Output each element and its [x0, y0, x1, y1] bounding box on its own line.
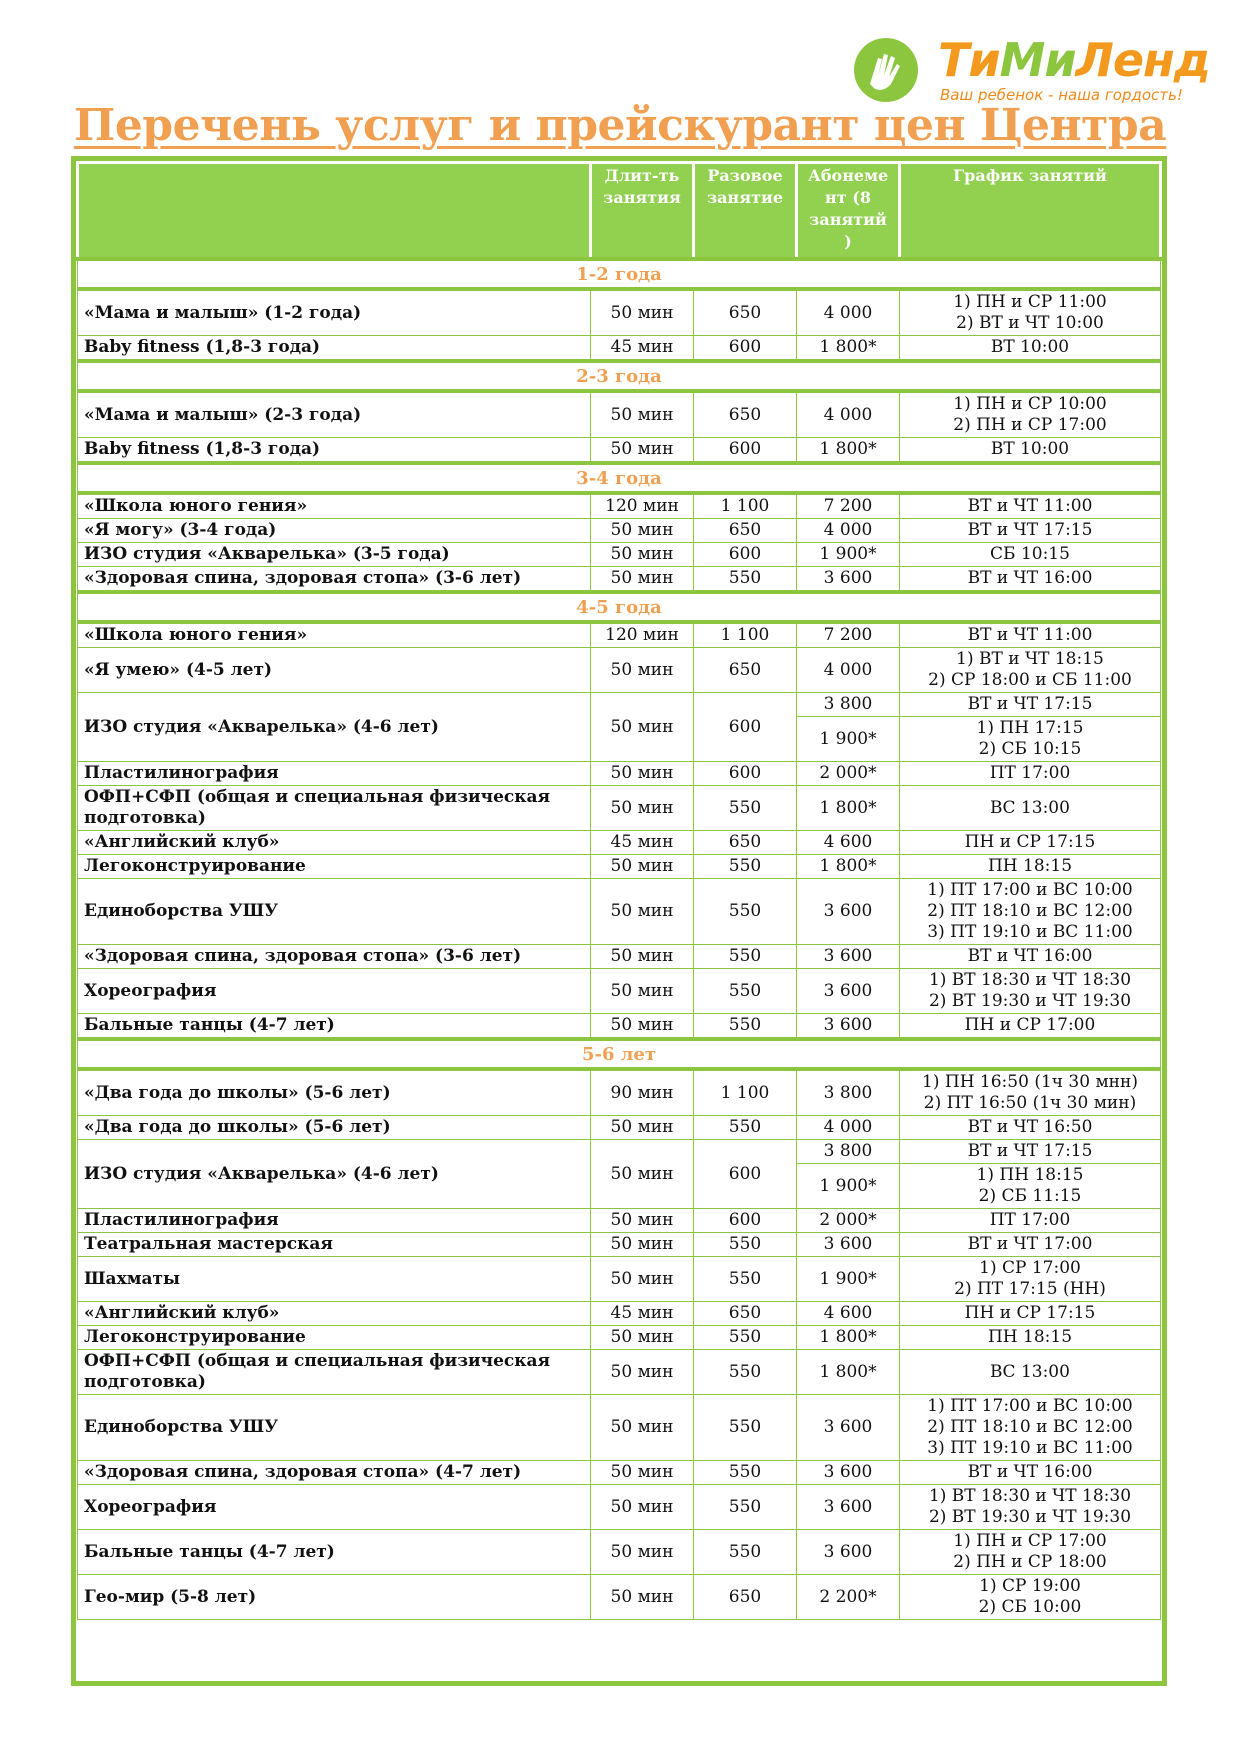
- table-row: [78, 648, 1161, 693]
- schedule: [900, 567, 1161, 593]
- schedule: [900, 855, 1161, 879]
- schedule-line: ВТ и ЧТ 11:00: [967, 625, 1093, 645]
- schedule-line: 1) ПН 16:50 (1ч 30 мнн): [922, 1072, 1138, 1092]
- schedule: [900, 622, 1161, 648]
- single-price: 650: [694, 1575, 797, 1620]
- schedule-line: СБ 10:15: [990, 544, 1070, 564]
- single-price: 550: [694, 1350, 797, 1395]
- header-line: ): [844, 232, 852, 251]
- single-price: 650: [694, 648, 797, 693]
- duration: 45 мин: [591, 336, 694, 362]
- single-price: 550: [694, 1485, 797, 1530]
- table-row: [78, 1326, 1161, 1350]
- single-price: 600: [694, 693, 797, 762]
- table-row: [78, 1395, 1161, 1461]
- schedule: [900, 1485, 1161, 1530]
- service-name: ИЗО студия «Акварелька» (4-6 лет): [78, 693, 591, 762]
- duration: 50 мин: [591, 1257, 694, 1302]
- schedule: [900, 786, 1161, 831]
- single-price: 1 100: [694, 493, 797, 519]
- single-price: 550: [694, 1530, 797, 1575]
- single-price: 550: [694, 1461, 797, 1485]
- schedule: [900, 1209, 1161, 1233]
- schedule: [900, 831, 1161, 855]
- schedule-line: 2) ПТ 17:15 (НН): [954, 1279, 1106, 1299]
- table-row: [78, 1233, 1161, 1257]
- subscription-price: 1 900*: [797, 543, 900, 567]
- subscription-price: 1 800*: [797, 438, 900, 464]
- schedule-line: 1) ПН и СР 17:00: [953, 1531, 1107, 1551]
- schedule: [900, 1014, 1161, 1040]
- schedule-line: ВТ и ЧТ 11:00: [967, 496, 1093, 516]
- single-price: 600: [694, 438, 797, 464]
- subscription-price: 1 800*: [797, 1350, 900, 1395]
- service-name: «Здоровая спина, здоровая стопа» (4-7 лет): [78, 1461, 591, 1485]
- service-name: Единоборства УШУ: [78, 1395, 591, 1461]
- subscription-price: 3 600: [797, 1461, 900, 1485]
- duration: 50 мин: [591, 438, 694, 464]
- service-name: «Два года до школы» (5-6 лет): [78, 1116, 591, 1140]
- duration: 50 мин: [591, 289, 694, 336]
- service-name: «Школа юного гения»: [78, 493, 591, 519]
- subscription-price: 3 600: [797, 1485, 900, 1530]
- schedule-line: ВТ 10:00: [990, 337, 1070, 357]
- table-row: [78, 879, 1161, 945]
- single-price: 600: [694, 762, 797, 786]
- single-price: 550: [694, 855, 797, 879]
- schedule: [900, 336, 1161, 362]
- service-name: «Два года до школы» (5-6 лет): [78, 1069, 591, 1116]
- table-row: [78, 1530, 1161, 1575]
- schedule: [900, 879, 1161, 945]
- price-table: [76, 161, 1162, 1620]
- single-price: 1 100: [694, 622, 797, 648]
- page-title: Перечень услуг и прейскурант цен Центра: [73, 100, 1167, 151]
- schedule: [900, 1140, 1161, 1164]
- table-row: [78, 1140, 1161, 1164]
- table-row: [78, 1485, 1161, 1530]
- subscription-price: 4 000: [797, 391, 900, 438]
- duration: 50 мин: [591, 1485, 694, 1530]
- header-line: График занятий: [953, 166, 1107, 185]
- subscription-price: 1 900*: [797, 1257, 900, 1302]
- table-row: [78, 519, 1161, 543]
- schedule-line: 2) ПТ 18:10 и ВС 12:00: [927, 1417, 1133, 1437]
- schedule-line: 2) СБ 10:15: [978, 739, 1082, 759]
- schedule-line: ПН и СР 17:15: [964, 1303, 1096, 1323]
- schedule-line: 2) ВТ 19:30 и ЧТ 19:30: [928, 991, 1132, 1011]
- schedule-line: 1) ПН 18:15: [976, 1165, 1084, 1185]
- age-section-row: [78, 259, 1161, 289]
- subscription-price: 1 900*: [797, 1164, 900, 1209]
- schedule: [900, 391, 1161, 438]
- schedule-line: 2) СР 18:00 и СБ 11:00: [928, 670, 1132, 690]
- schedule-line: 2) ПН и СР 18:00: [953, 1552, 1107, 1572]
- single-price: 650: [694, 831, 797, 855]
- service-name: «Мама и малыш» (2-3 года): [78, 391, 591, 438]
- single-price: 650: [694, 289, 797, 336]
- schedule-line: ВТ и ЧТ 17:00: [967, 1234, 1093, 1254]
- schedule-line: ВТ и ЧТ 16:00: [967, 1462, 1093, 1482]
- single-price: 550: [694, 1116, 797, 1140]
- duration: 50 мин: [591, 945, 694, 969]
- subscription-price: 1 800*: [797, 855, 900, 879]
- schedule-line: 1) ПН и СР 11:00: [953, 292, 1107, 312]
- service-name: Хореография: [78, 969, 591, 1014]
- duration: 50 мин: [591, 1350, 694, 1395]
- age-section-row: [78, 463, 1161, 493]
- subscription-price: 2 000*: [797, 1209, 900, 1233]
- table-row: [78, 438, 1161, 464]
- duration: 50 мин: [591, 969, 694, 1014]
- age-section-row: [78, 1039, 1161, 1069]
- single-price: 550: [694, 1233, 797, 1257]
- schedule-line: ВС 13:00: [990, 797, 1070, 818]
- table-row: [78, 1461, 1161, 1485]
- subscription-price: 3 600: [797, 567, 900, 593]
- table-row: [78, 336, 1161, 362]
- subscription-price: 7 200: [797, 622, 900, 648]
- service-name: ОФП+СФП (общая и специальная физическая подготовка): [78, 1350, 591, 1395]
- service-name: «Здоровая спина, здоровая стопа» (3-6 лет): [78, 945, 591, 969]
- service-name: «Школа юного гения»: [78, 622, 591, 648]
- single-price: 600: [694, 543, 797, 567]
- duration: 50 мин: [591, 1530, 694, 1575]
- single-price: 650: [694, 1302, 797, 1326]
- duration: 50 мин: [591, 1575, 694, 1620]
- duration: 50 мин: [591, 567, 694, 593]
- schedule: [900, 945, 1161, 969]
- table-row: [78, 543, 1161, 567]
- schedule-line: 2) ПТ 18:10 и ВС 12:00: [927, 901, 1133, 921]
- table-header-row: [78, 163, 1161, 260]
- single-price: 550: [694, 879, 797, 945]
- schedule-line: 1) ПТ 17:00 и ВС 10:00: [927, 880, 1133, 900]
- header-line: Длит-ть: [604, 166, 680, 185]
- service-name: ИЗО студия «Акварелька» (4-6 лет): [78, 1140, 591, 1209]
- header-line: занятий: [809, 210, 887, 229]
- schedule-line: 1) ВТ 18:30 и ЧТ 18:30: [928, 1486, 1132, 1506]
- header-duration: [591, 163, 694, 260]
- schedule-line: ВТ и ЧТ 17:15: [967, 694, 1093, 714]
- subscription-price: 1 900*: [797, 717, 900, 762]
- schedule-line: 1) ПН и СР 10:00: [953, 394, 1107, 414]
- header-subscription: [797, 163, 900, 260]
- service-name: Гео-мир (5-8 лет): [78, 1575, 591, 1620]
- duration: 50 мин: [591, 1116, 694, 1140]
- brand-name: ТиМиЛенд: [938, 33, 1210, 87]
- schedule: [900, 1350, 1161, 1395]
- service-name: «Мама и малыш» (1-2 года): [78, 289, 591, 336]
- single-price: 550: [694, 567, 797, 593]
- age-group-label: 1-2 года: [78, 259, 1161, 289]
- duration: 50 мин: [591, 855, 694, 879]
- schedule-line: ПН и СР 17:15: [964, 832, 1096, 852]
- single-price: 550: [694, 969, 797, 1014]
- header-line: Разовое: [707, 166, 783, 185]
- single-price: 650: [694, 519, 797, 543]
- schedule: [900, 289, 1161, 336]
- duration: 50 мин: [591, 1461, 694, 1485]
- subscription-price: 3 600: [797, 969, 900, 1014]
- age-group-label: 2-3 года: [78, 361, 1161, 391]
- header-schedule: [900, 163, 1161, 260]
- table-row: [78, 1209, 1161, 1233]
- duration: 50 мин: [591, 762, 694, 786]
- single-price: 600: [694, 1140, 797, 1209]
- subscription-price: 2 000*: [797, 762, 900, 786]
- subscription-price: 1 800*: [797, 1326, 900, 1350]
- service-name: «Я могу» (3-4 года): [78, 519, 591, 543]
- table-row: [78, 1575, 1161, 1620]
- schedule: [900, 1326, 1161, 1350]
- duration: 120 мин: [591, 493, 694, 519]
- duration: 50 мин: [591, 391, 694, 438]
- schedule: [900, 1164, 1161, 1209]
- subscription-price: 1 800*: [797, 336, 900, 362]
- subscription-price: 4 000: [797, 519, 900, 543]
- single-price: 550: [694, 1326, 797, 1350]
- service-name: Легоконструирование: [78, 1326, 591, 1350]
- schedule: [900, 1069, 1161, 1116]
- schedule: [900, 762, 1161, 786]
- schedule-line: ВТ и ЧТ 16:00: [967, 568, 1093, 588]
- duration: 50 мин: [591, 1209, 694, 1233]
- age-group-label: 3-4 года: [78, 463, 1161, 493]
- schedule: [900, 693, 1161, 717]
- duration: 120 мин: [591, 622, 694, 648]
- duration: 50 мин: [591, 519, 694, 543]
- single-price: 550: [694, 1257, 797, 1302]
- service-name: Хореография: [78, 1485, 591, 1530]
- service-name: «Английский клуб»: [78, 1302, 591, 1326]
- subscription-price: 3 800: [797, 1069, 900, 1116]
- subscription-price: 3 600: [797, 879, 900, 945]
- hand-logo-icon: [848, 32, 930, 108]
- schedule-line: ВТ 10:00: [990, 439, 1070, 459]
- single-price: 650: [694, 391, 797, 438]
- schedule: [900, 1395, 1161, 1461]
- schedule-line: ПТ 17:00: [989, 1210, 1071, 1230]
- service-name: Бальные танцы (4-7 лет): [78, 1530, 591, 1575]
- duration: 50 мин: [591, 1233, 694, 1257]
- header-service: [78, 163, 591, 260]
- age-group-label: 5-6 лет: [78, 1039, 1161, 1069]
- table-row: [78, 289, 1161, 336]
- subscription-price: 3 600: [797, 1395, 900, 1461]
- duration: 50 мин: [591, 1014, 694, 1040]
- duration: 50 мин: [591, 543, 694, 567]
- schedule: [900, 1116, 1161, 1140]
- schedule-line: 2) ВТ 19:30 и ЧТ 19:30: [928, 1507, 1132, 1527]
- header-line: нт (8: [825, 188, 871, 207]
- table-row: [78, 762, 1161, 786]
- duration: 50 мин: [591, 1140, 694, 1209]
- age-section-row: [78, 592, 1161, 622]
- schedule-line: ПН 18:15: [987, 1327, 1073, 1347]
- schedule: [900, 1461, 1161, 1485]
- service-name: Пластилинография: [78, 1209, 591, 1233]
- schedule: [900, 648, 1161, 693]
- schedule-line: 2) СБ 10:00: [978, 1597, 1082, 1617]
- single-price: 550: [694, 786, 797, 831]
- schedule: [900, 543, 1161, 567]
- schedule-line: ВТ и ЧТ 17:15: [967, 520, 1093, 540]
- schedule: [900, 1575, 1161, 1620]
- duration: 50 мин: [591, 693, 694, 762]
- duration: 45 мин: [591, 831, 694, 855]
- single-price: 550: [694, 1395, 797, 1461]
- schedule-line: ВТ и ЧТ 17:15: [967, 1141, 1093, 1161]
- schedule-line: 2) ПТ 16:50 (1ч 30 мин): [923, 1093, 1137, 1113]
- schedule: [900, 717, 1161, 762]
- table-row: [78, 1116, 1161, 1140]
- subscription-price: 3 800: [797, 1140, 900, 1164]
- schedule: [900, 1257, 1161, 1302]
- schedule-line: 1) ПН 17:15: [976, 718, 1084, 738]
- service-name: ОФП+СФП (общая и специальная физическая подготовка): [78, 786, 591, 831]
- schedule-line: 1) СР 17:00: [979, 1258, 1081, 1278]
- schedule-line: ВТ и ЧТ 16:00: [967, 946, 1093, 966]
- header-line: занятие: [706, 188, 784, 207]
- table-row: [78, 969, 1161, 1014]
- duration: 50 мин: [591, 879, 694, 945]
- schedule-line: ПТ 17:00: [989, 763, 1071, 783]
- schedule: [900, 1233, 1161, 1257]
- table-row: [78, 1069, 1161, 1116]
- table-row: [78, 1350, 1161, 1395]
- age-group-label: 4-5 года: [78, 592, 1161, 622]
- schedule: [900, 493, 1161, 519]
- table-row: [78, 1302, 1161, 1326]
- schedule: [900, 969, 1161, 1014]
- service-name: ИЗО студия «Акварелька» (3-5 года): [78, 543, 591, 567]
- subscription-price: 3 600: [797, 945, 900, 969]
- table-row: [78, 945, 1161, 969]
- subscription-price: 3 600: [797, 1530, 900, 1575]
- schedule-line: 1) ВТ 18:30 и ЧТ 18:30: [928, 970, 1132, 990]
- table-row: [78, 855, 1161, 879]
- header-line: Абонеме: [807, 166, 889, 185]
- single-price: 600: [694, 336, 797, 362]
- schedule: [900, 519, 1161, 543]
- subscription-price: 2 200*: [797, 1575, 900, 1620]
- subscription-price: 3 600: [797, 1014, 900, 1040]
- schedule-line: 2) СБ 11:15: [978, 1186, 1082, 1206]
- duration: 45 мин: [591, 1302, 694, 1326]
- single-price: 550: [694, 945, 797, 969]
- table-row: [78, 1257, 1161, 1302]
- table-row: [78, 1014, 1161, 1040]
- service-name: Легоконструирование: [78, 855, 591, 879]
- subscription-price: 3 800: [797, 693, 900, 717]
- table-row: [78, 493, 1161, 519]
- subscription-price: 4 000: [797, 648, 900, 693]
- schedule-line: 1) СР 19:00: [979, 1576, 1081, 1596]
- schedule-line: 2) ВТ и ЧТ 10:00: [956, 313, 1104, 333]
- schedule-line: 2) ПН и СР 17:00: [953, 415, 1107, 435]
- table-row: [78, 831, 1161, 855]
- brand-slogan: Ваш ребенок - наша гордость!: [940, 86, 1183, 104]
- schedule-line: 1) ВТ и ЧТ 18:15: [956, 649, 1104, 669]
- service-name: Baby fitness (1,8-3 года): [78, 336, 591, 362]
- table-row: [78, 622, 1161, 648]
- service-name: Пластилинография: [78, 762, 591, 786]
- schedule-line: 3) ПТ 19:10 и ВС 11:00: [927, 922, 1133, 942]
- subscription-price: 4 600: [797, 1302, 900, 1326]
- subscription-price: 4 000: [797, 289, 900, 336]
- schedule-line: ПН и СР 17:00: [964, 1015, 1096, 1035]
- subscription-price: 4 000: [797, 1116, 900, 1140]
- single-price: 550: [694, 1014, 797, 1040]
- service-name: Baby fitness (1,8-3 года): [78, 438, 591, 464]
- schedule: [900, 1302, 1161, 1326]
- schedule-line: ПН 18:15: [987, 856, 1073, 876]
- table-row: [78, 567, 1161, 593]
- service-name: Единоборства УШУ: [78, 879, 591, 945]
- duration: 50 мин: [591, 1395, 694, 1461]
- header-single: [694, 163, 797, 260]
- price-table-frame: [71, 156, 1167, 1686]
- subscription-price: 7 200: [797, 493, 900, 519]
- service-name: «Я умею» (4-5 лет): [78, 648, 591, 693]
- single-price: 600: [694, 1209, 797, 1233]
- schedule-line: ВС 13:00: [990, 1361, 1070, 1382]
- schedule-line: 3) ПТ 19:10 и ВС 11:00: [927, 1438, 1133, 1458]
- brand-logo: [848, 32, 1210, 108]
- service-name: Театральная мастерская: [78, 1233, 591, 1257]
- duration: 90 мин: [591, 1069, 694, 1116]
- header-line: занятия: [603, 188, 681, 207]
- subscription-price: 4 600: [797, 831, 900, 855]
- schedule: [900, 1530, 1161, 1575]
- service-name: Бальные танцы (4-7 лет): [78, 1014, 591, 1040]
- table-row: [78, 693, 1161, 717]
- subscription-price: 3 600: [797, 1233, 900, 1257]
- service-name: «Английский клуб»: [78, 831, 591, 855]
- duration: 50 мин: [591, 1326, 694, 1350]
- duration: 50 мин: [591, 648, 694, 693]
- schedule-line: ВТ и ЧТ 16:50: [967, 1117, 1093, 1137]
- table-row: [78, 786, 1161, 831]
- service-name: «Здоровая спина, здоровая стопа» (3-6 лет): [78, 567, 591, 593]
- age-section-row: [78, 361, 1161, 391]
- schedule: [900, 438, 1161, 464]
- schedule-line: 1) ПТ 17:00 и ВС 10:00: [927, 1396, 1133, 1416]
- duration: 50 мин: [591, 786, 694, 831]
- subscription-price: 1 800*: [797, 786, 900, 831]
- table-row: [78, 391, 1161, 438]
- single-price: 1 100: [694, 1069, 797, 1116]
- service-name: Шахматы: [78, 1257, 591, 1302]
